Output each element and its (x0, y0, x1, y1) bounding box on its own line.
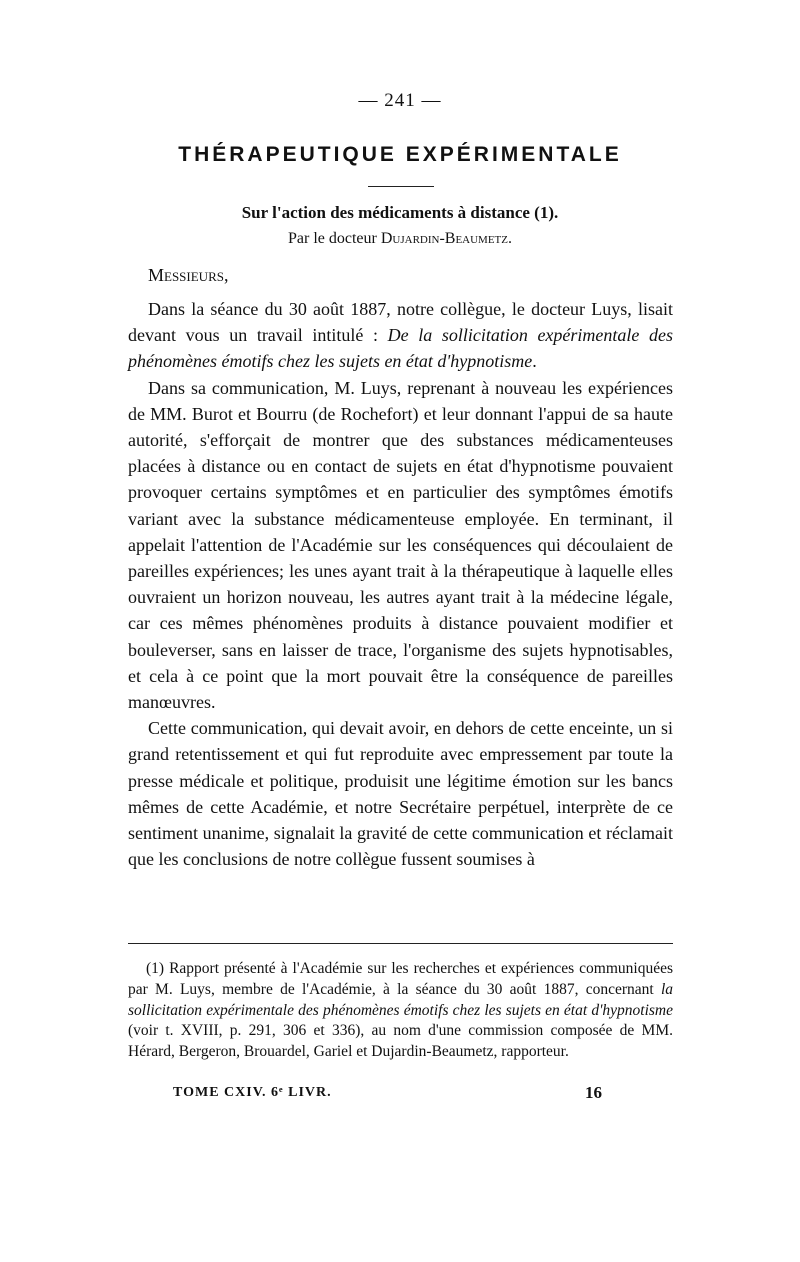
salutation: Messieurs, (148, 265, 229, 285)
footnote (128, 959, 673, 1063)
paragraph-1-text: Dans la séance du 30 août 1887, notre collègue, le docteur Luys, lisait devant vous un travail intitulé : (128, 299, 673, 346)
footnote-italic: la sollicitation expérimentale des phénomènes émotifs chez les sujets en état d'hypnotisme (128, 980, 673, 1019)
paragraph-2: Dans sa communication, M. Luys, reprenant à nouveau les expériences de MM. Burot et Bourru (de Rochefort) et leur donnant l'appui de sa haute autorité, s'efforçait de montrer que des substances médicamenteuses placées à distance ou en contact de sujets en état d'hypnotisme pouvaient provoquer certains symptômes et en particulier des symptômes émotifs variant avec la substance médicamenteuse employée. En terminant, il appelait l'attention de l'Académie sur les conséquences qui découlaient de pareilles expériences; les unes ayant trait à la thérapeutique à laquelle elles ouvraient un horizon nouveau, les autres ayant trait à la médecine légale, car ces mêmes phénomènes produits à distance pouvaient modifier et bouleverser, sans en laisser de trace, l'organisme des sujets hypnotisables, et cela à ce point que la mort pouvait être la conséquence de pareilles manœuvres. (128, 377, 673, 713)
author-line (0, 230, 800, 248)
volume-signature: TOME CXIV. 6ᵉ LIVR. (173, 1085, 332, 1100)
gathering-number: 16 (585, 1083, 602, 1102)
paragraph-1-italic-title: De la sollicitation expérimentale des phénomènes émotifs chez les sujets en état d'hypnotisme (128, 325, 673, 372)
section-title: THÉRAPEUTIQUE EXPÉRIMENTALE (178, 143, 622, 166)
footnote-pre: (1) Rapport présenté à l'Académie sur les recherches et expériences communiquées par M. Luys, membre de l'Académie, à la séance du 30 août 1887, concernant (128, 960, 673, 998)
paragraph-1 (128, 296, 673, 375)
footnote-post: (voir t. XVIII, p. 291, 306 et 336), au nom d'une commission composée de MM. Hérard, Bergeron, Brouardel, Gariel et Dujardin-Beaumetz, rapporteur. (128, 1022, 673, 1061)
footnote-divider (128, 943, 673, 944)
page-number: — 241 — (358, 90, 442, 111)
article-title: Sur l'action des médicaments à distance (1). (241, 203, 559, 222)
body-text (128, 296, 673, 872)
paragraph-1-end: . (532, 351, 537, 372)
author-prefix: Par le docteur (287, 230, 381, 247)
paragraph-3: Cette communication, qui devait avoir, en dehors de cette enceinte, un si grand retentissement et qui fut reproduite avec empressement par toute la presse médicale et politique, produisit une légitime émotion sur les bancs mêmes de cette Académie, et notre Secrétaire perpétuel, interprète de ce sentiment unanime, signalait la gravité de cette communication et réclamait que les conclusions de notre collègue fussent soumises à (128, 718, 673, 870)
title-divider (368, 186, 434, 187)
author-name: Dujardin-Beaumetz. (380, 230, 512, 247)
footnote-text (128, 959, 673, 1063)
